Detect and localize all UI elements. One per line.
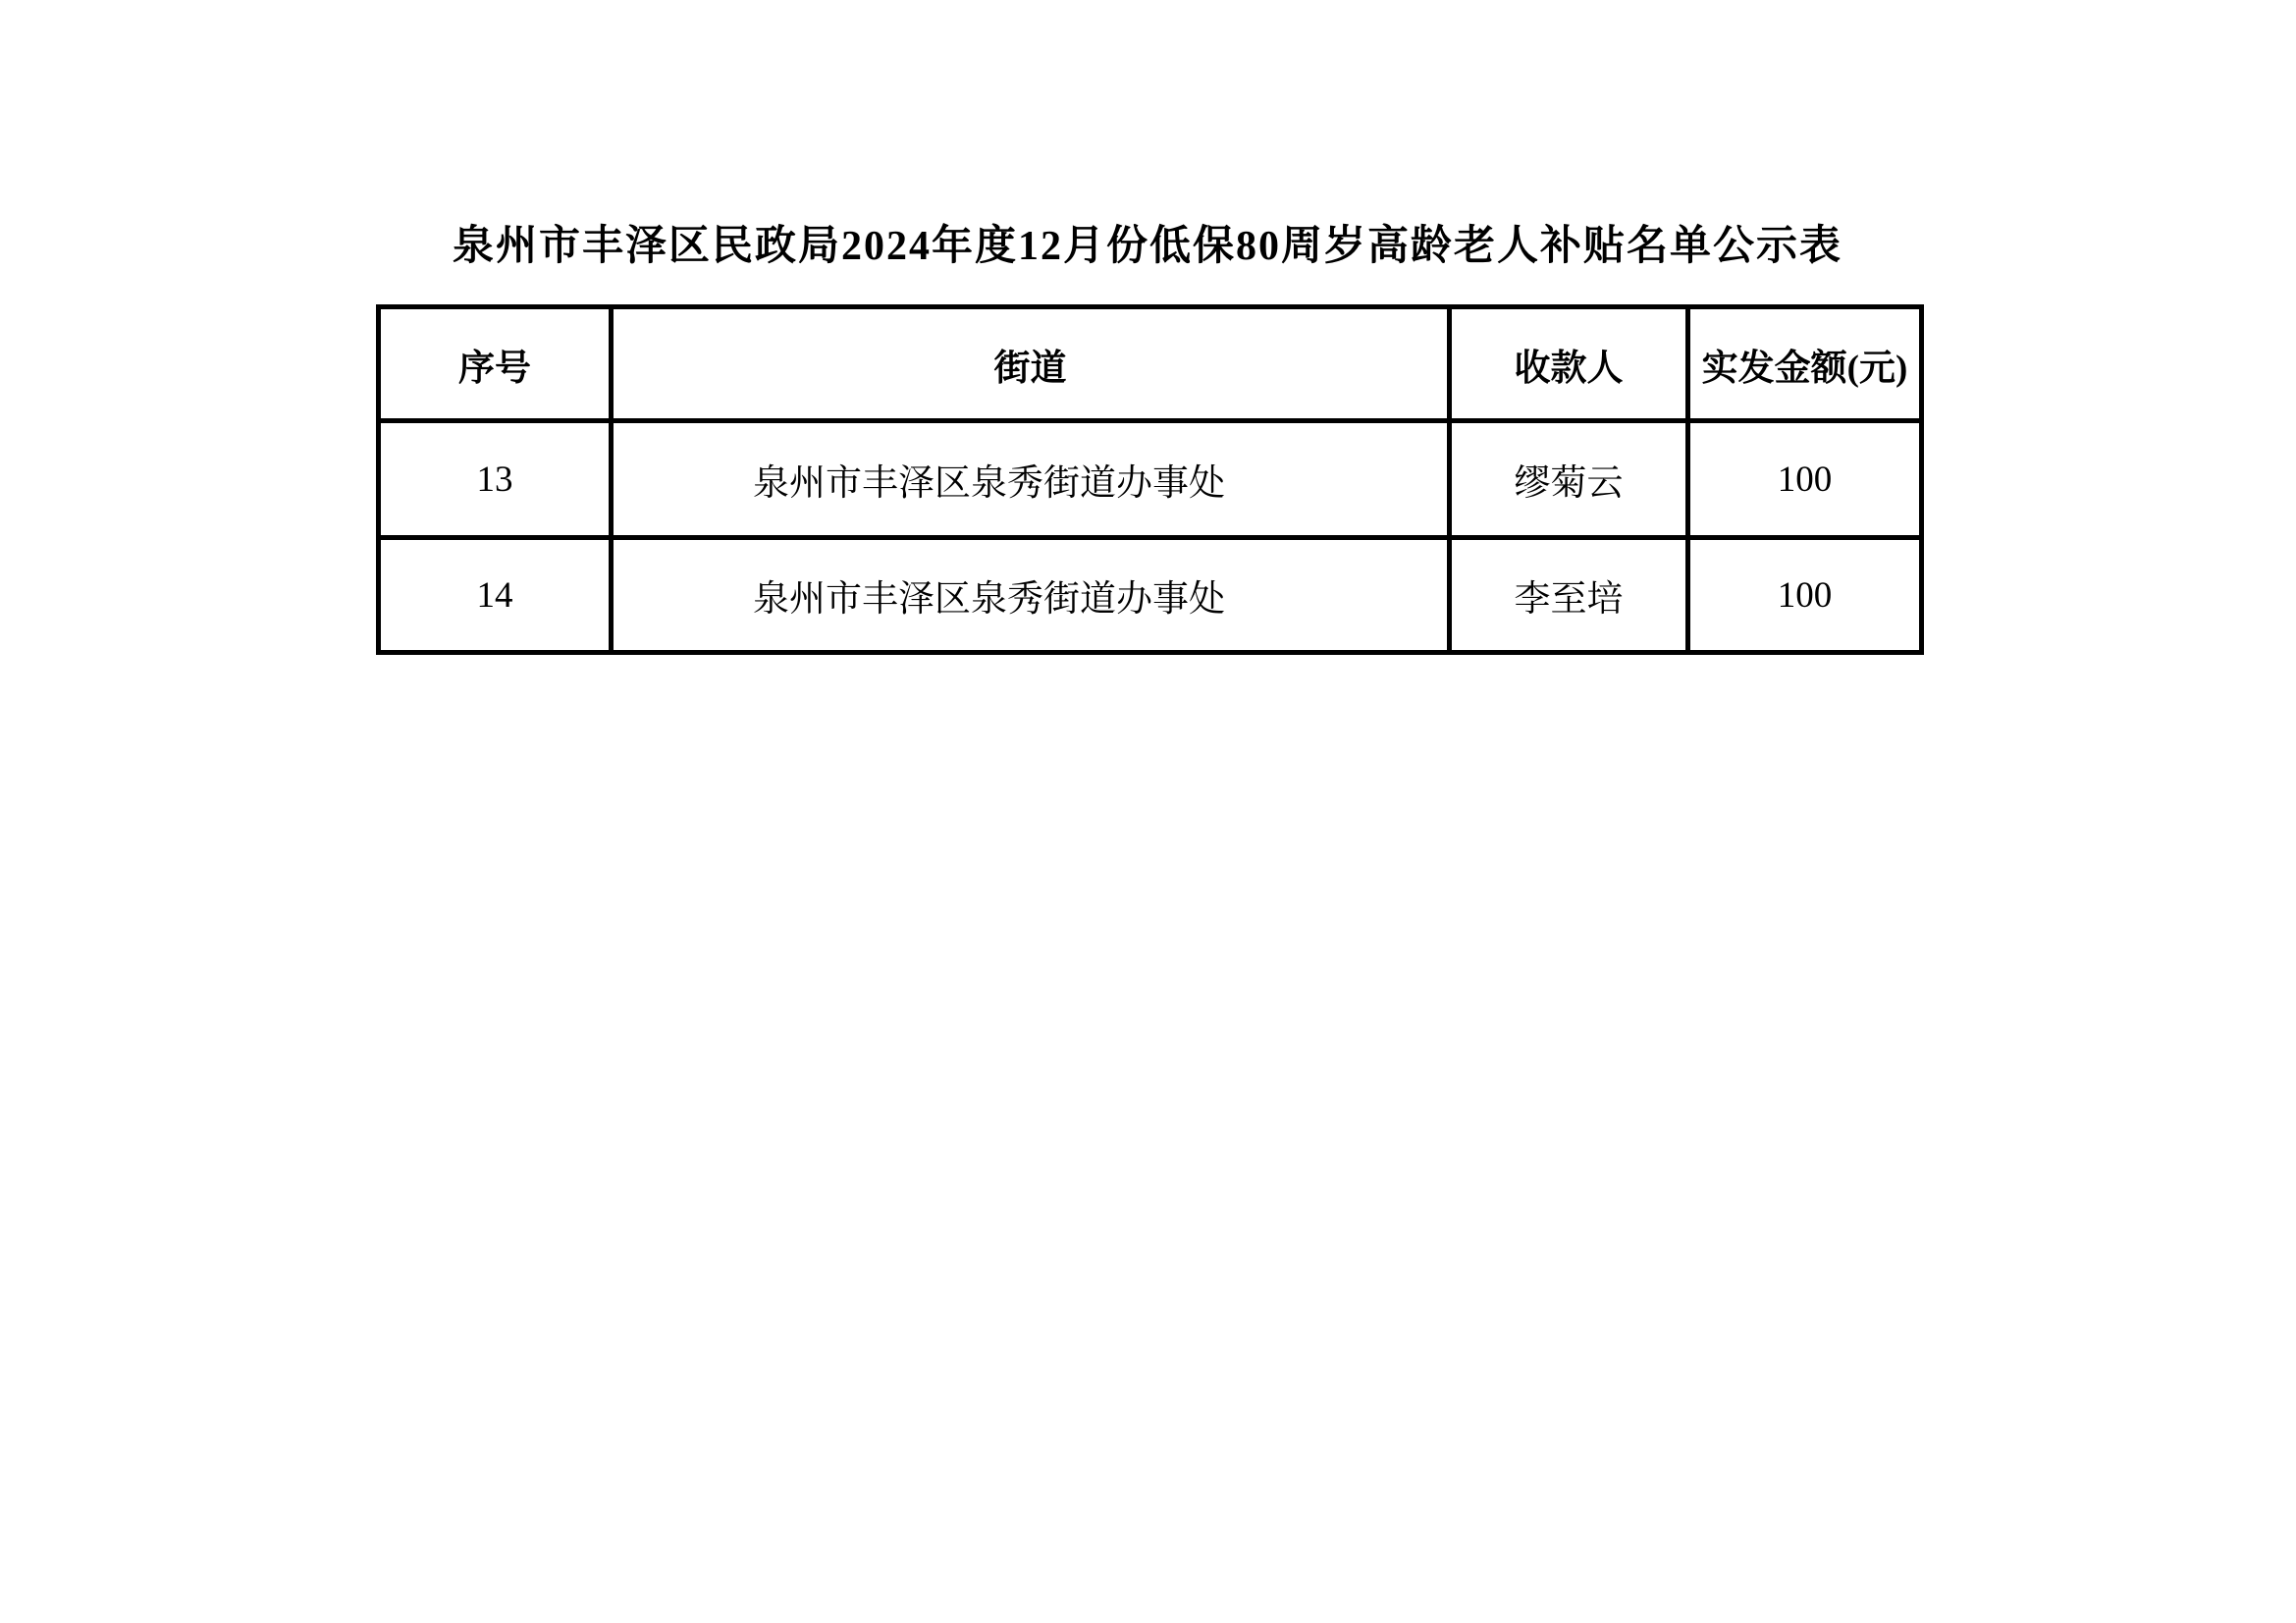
page-title: 泉州市丰泽区民政局2024年度12月份低保80周岁高龄老人补贴名单公示表	[452, 224, 1842, 269]
header-seq: 序号	[379, 307, 612, 421]
cell-street: 泉州市丰泽区泉秀街道办事处	[612, 538, 1450, 653]
table-header-row	[379, 307, 1922, 421]
header-amount: 实发金额(元)	[1688, 307, 1922, 421]
table-row	[379, 538, 1922, 653]
cell-street: 泉州市丰泽区泉秀街道办事处	[612, 421, 1450, 538]
cell-seq: 13	[379, 421, 612, 538]
cell-amount: 100	[1688, 538, 1922, 653]
subsidy-table	[376, 304, 1924, 655]
table-row	[379, 421, 1922, 538]
cell-payee: 李至培	[1450, 538, 1688, 653]
header-payee: 收款人	[1450, 307, 1688, 421]
cell-seq: 14	[379, 538, 612, 653]
cell-payee: 缪菊云	[1450, 421, 1688, 538]
header-street: 街道	[612, 307, 1450, 421]
cell-amount: 100	[1688, 421, 1922, 538]
